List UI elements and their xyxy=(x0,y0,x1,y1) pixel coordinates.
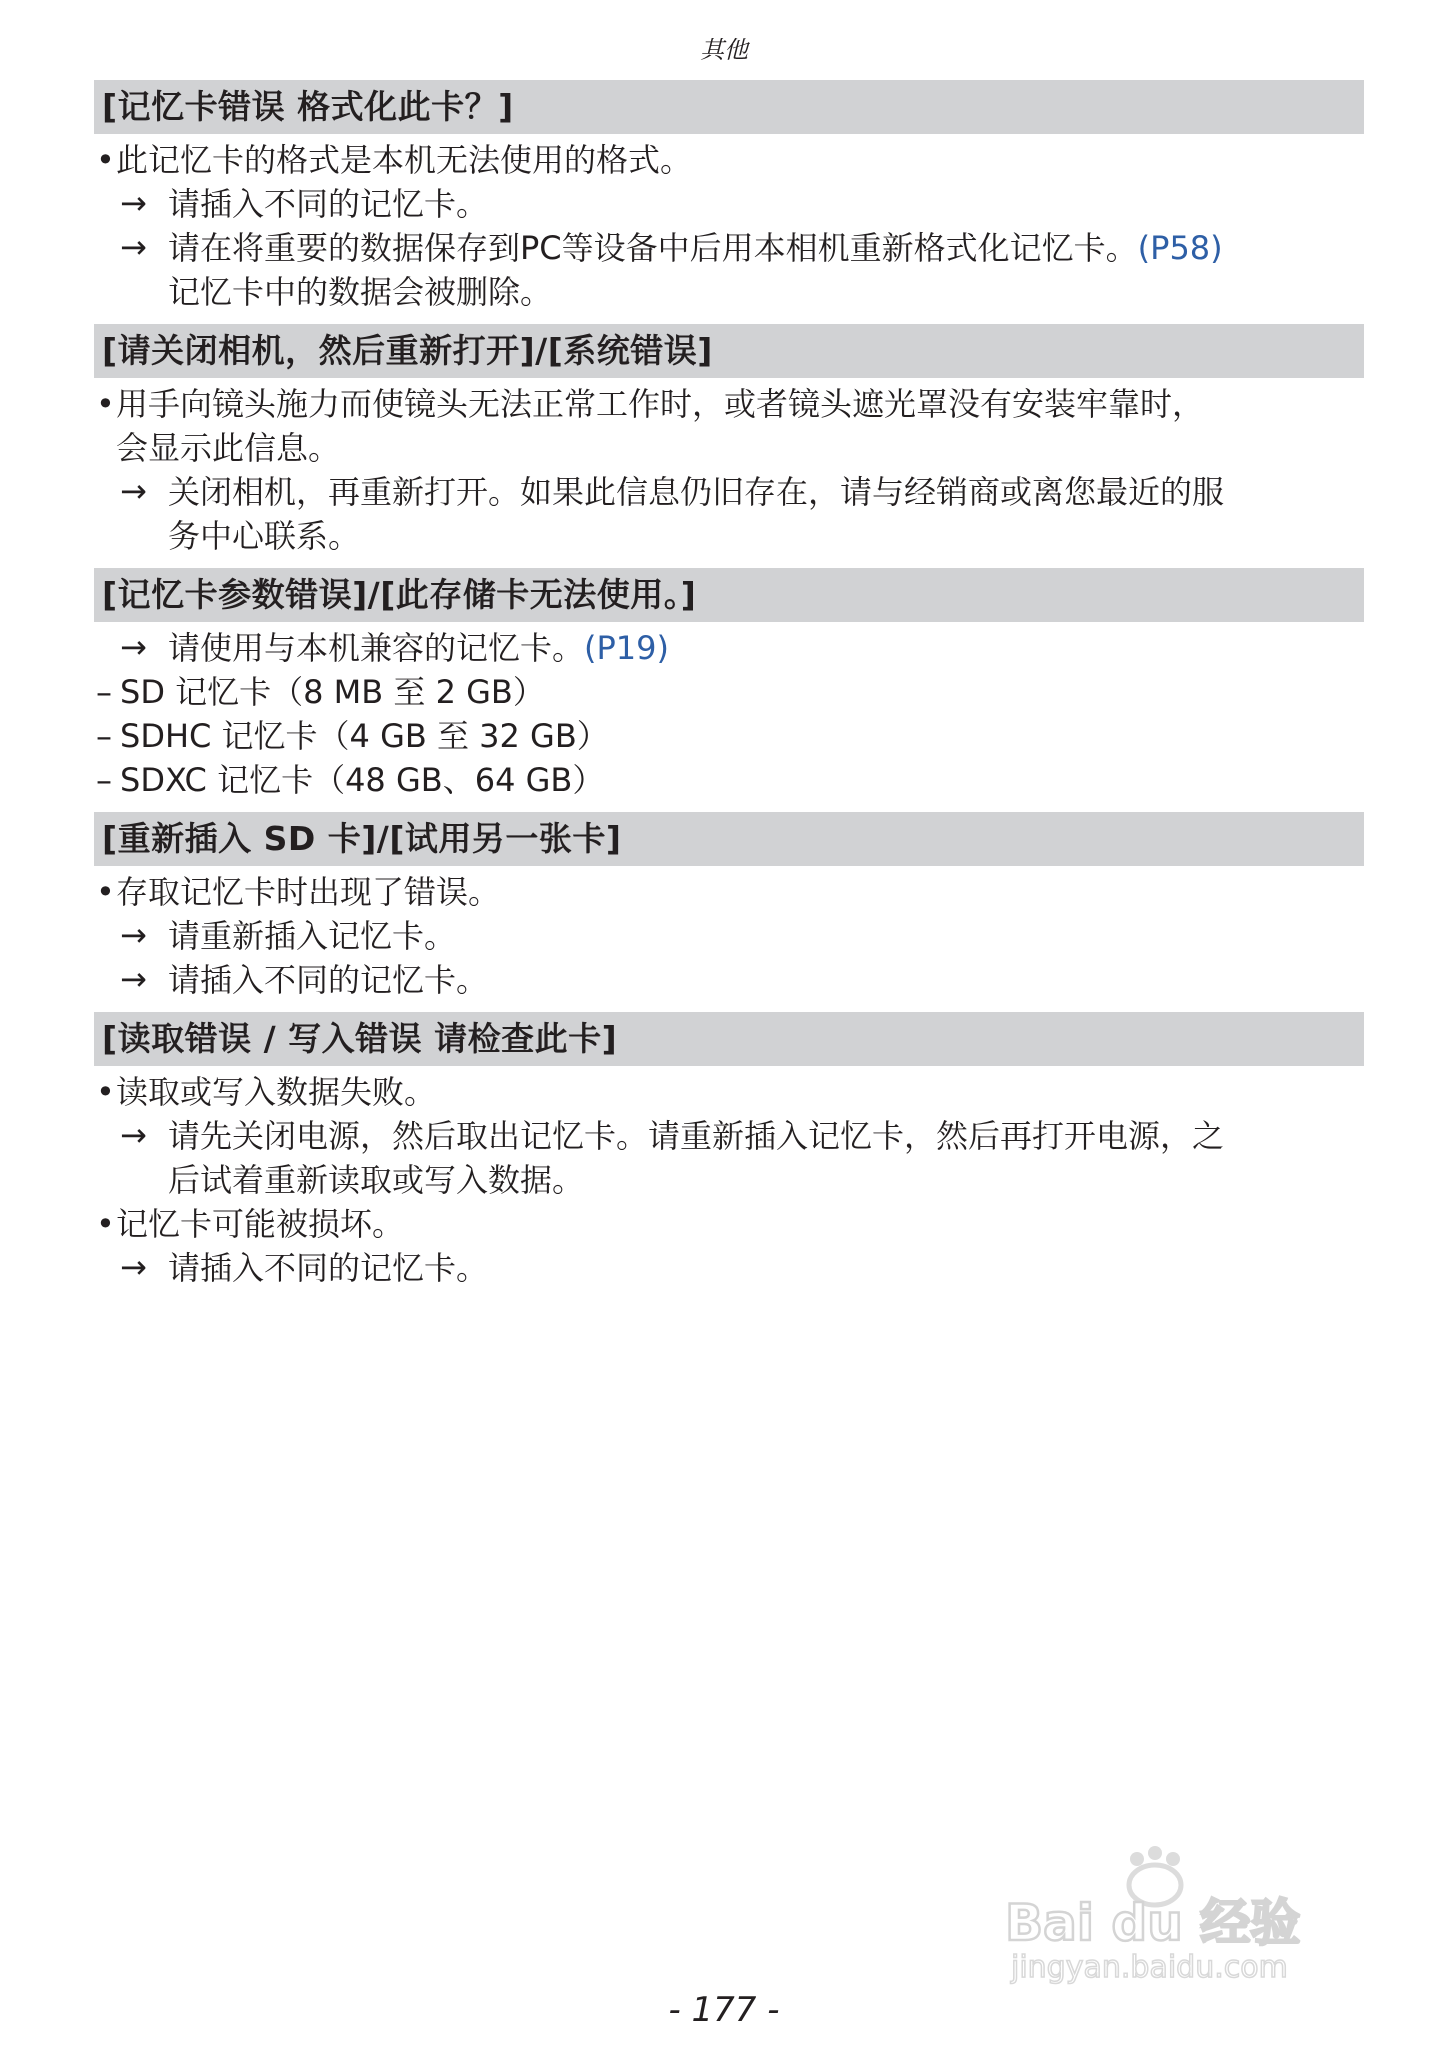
bullet-mark: • xyxy=(96,1205,115,1243)
line-text xyxy=(116,429,340,467)
dash-mark: – xyxy=(96,717,112,755)
section-heading: [读取错误 / 写入错误 请检查此卡] xyxy=(94,1012,1364,1066)
line-text xyxy=(94,870,1364,914)
line-text xyxy=(94,1114,1364,1158)
line-text-body: 请使用与本机兼容的记忆卡。 xyxy=(168,629,585,667)
arrow-mark: → xyxy=(120,228,147,266)
arrow-line xyxy=(94,626,1364,670)
page-reference-link[interactable]: (P58) xyxy=(1137,229,1223,267)
arrow-line xyxy=(94,1114,1364,1158)
line-text xyxy=(94,1246,1364,1290)
line-text xyxy=(168,273,552,311)
line-text-body: 会显示此信息。 xyxy=(116,429,341,467)
line-text xyxy=(94,626,1364,670)
dash-mark: – xyxy=(96,761,112,799)
arrow-mark: → xyxy=(120,184,147,222)
page-content xyxy=(94,80,1364,1300)
arrow-mark: → xyxy=(120,628,147,666)
arrow-line xyxy=(94,226,1364,270)
watermark-brand: Bai du 经验 xyxy=(1005,1894,1301,1952)
line-text xyxy=(94,1202,1364,1246)
arrow-cont-line xyxy=(94,1158,1364,1202)
dash-line xyxy=(94,714,1364,758)
section-heading: [请关闭相机，然后重新打开]/[系统错误] xyxy=(94,324,1364,378)
arrow-line xyxy=(94,1246,1364,1290)
line-text xyxy=(94,914,1364,958)
page-reference-link[interactable]: (P19) xyxy=(584,629,669,667)
arrow-mark: → xyxy=(120,472,147,510)
bullet-mark: • xyxy=(96,141,115,179)
arrow-cont-line xyxy=(94,270,1364,314)
line-text-body: 请插入不同的记忆卡。 xyxy=(168,961,489,999)
bullet-line xyxy=(94,382,1364,426)
running-head: 其他 xyxy=(700,36,748,64)
arrow-mark: → xyxy=(120,960,147,998)
line-text xyxy=(94,470,1364,514)
line-text-body: 请在将重要的数据保存到PC等设备中后用本相机重新格式化记忆卡。 xyxy=(168,229,1138,267)
line-text-body: 读取或写入数据失败。 xyxy=(116,1073,437,1111)
arrow-line xyxy=(94,470,1364,514)
message-section xyxy=(94,1012,1364,1290)
section-heading: [记忆卡错误 格式化此卡？] xyxy=(94,80,1364,134)
arrow-line xyxy=(94,958,1364,1002)
arrow-cont-line xyxy=(94,514,1364,558)
line-text xyxy=(94,1070,1364,1114)
line-text xyxy=(168,1161,584,1199)
bullet-line xyxy=(94,870,1364,914)
section-heading: [重新插入 SD 卡]/[试用另一张卡] xyxy=(94,812,1364,866)
line-text-body: 记忆卡可能被损坏。 xyxy=(116,1205,405,1243)
line-text xyxy=(94,670,1364,714)
watermark-url: jingyan.baidu.com xyxy=(1011,1950,1288,1985)
message-section xyxy=(94,324,1364,558)
dash-line xyxy=(94,758,1364,802)
line-text xyxy=(168,517,360,555)
line-text xyxy=(94,182,1364,226)
dash-line xyxy=(94,670,1364,714)
baidu-watermark xyxy=(1005,1845,1365,1985)
line-text xyxy=(94,758,1364,802)
message-section xyxy=(94,80,1364,314)
bullet-mark: • xyxy=(96,1073,115,1111)
page-number: - 177 - xyxy=(668,1990,780,2030)
dash-mark: – xyxy=(96,673,112,711)
line-text-body: 此记忆卡的格式是本机无法使用的格式。 xyxy=(116,141,693,179)
section-heading: [记忆卡参数错误]/[此存储卡无法使用。] xyxy=(94,568,1364,622)
message-section xyxy=(94,568,1364,802)
line-text-body: SDXC 记忆卡（48 GB、64 GB） xyxy=(120,761,605,799)
line-text-body: 用手向镜头施力而使镜头无法正常工作时，或者镜头遮光罩没有安装牢靠时， xyxy=(116,385,1205,423)
bullet-line xyxy=(94,1202,1364,1246)
bullet-mark: • xyxy=(96,873,115,911)
line-text xyxy=(94,958,1364,1002)
line-text xyxy=(94,226,1364,270)
bullet-line xyxy=(94,138,1364,182)
line-text-body: SD 记忆卡（8 MB 至 2 GB） xyxy=(120,673,545,711)
arrow-line xyxy=(94,182,1364,226)
line-text xyxy=(94,138,1364,182)
line-text-body: 后试着重新读取或写入数据。 xyxy=(168,1161,585,1199)
line-text-body: 关闭相机，再重新打开。如果此信息仍旧存在，请与经销商或离您最近的服 xyxy=(168,473,1225,511)
line-text-body: 存取记忆卡时出现了错误。 xyxy=(116,873,501,911)
line-text-body: 请先关闭电源，然后取出记忆卡。请重新插入记忆卡，然后再打开电源，之 xyxy=(168,1117,1225,1155)
arrow-line xyxy=(94,914,1364,958)
line-text-body: 务中心联系。 xyxy=(168,517,361,555)
line-text-body: 请重新插入记忆卡。 xyxy=(168,917,457,955)
message-section xyxy=(94,812,1364,1002)
line-text xyxy=(94,382,1364,426)
line-text-body: 请插入不同的记忆卡。 xyxy=(168,185,489,223)
line-text xyxy=(94,714,1364,758)
bullet-line xyxy=(94,1070,1364,1114)
arrow-mark: → xyxy=(120,916,147,954)
cont-line xyxy=(94,426,1364,470)
arrow-mark: → xyxy=(120,1116,147,1154)
line-text-body: SDHC 记忆卡（4 GB 至 32 GB） xyxy=(120,717,609,755)
line-text-body: 记忆卡中的数据会被删除。 xyxy=(168,273,553,311)
bullet-mark: • xyxy=(96,385,115,423)
line-text-body: 请插入不同的记忆卡。 xyxy=(168,1249,489,1287)
arrow-mark: → xyxy=(120,1248,147,1286)
